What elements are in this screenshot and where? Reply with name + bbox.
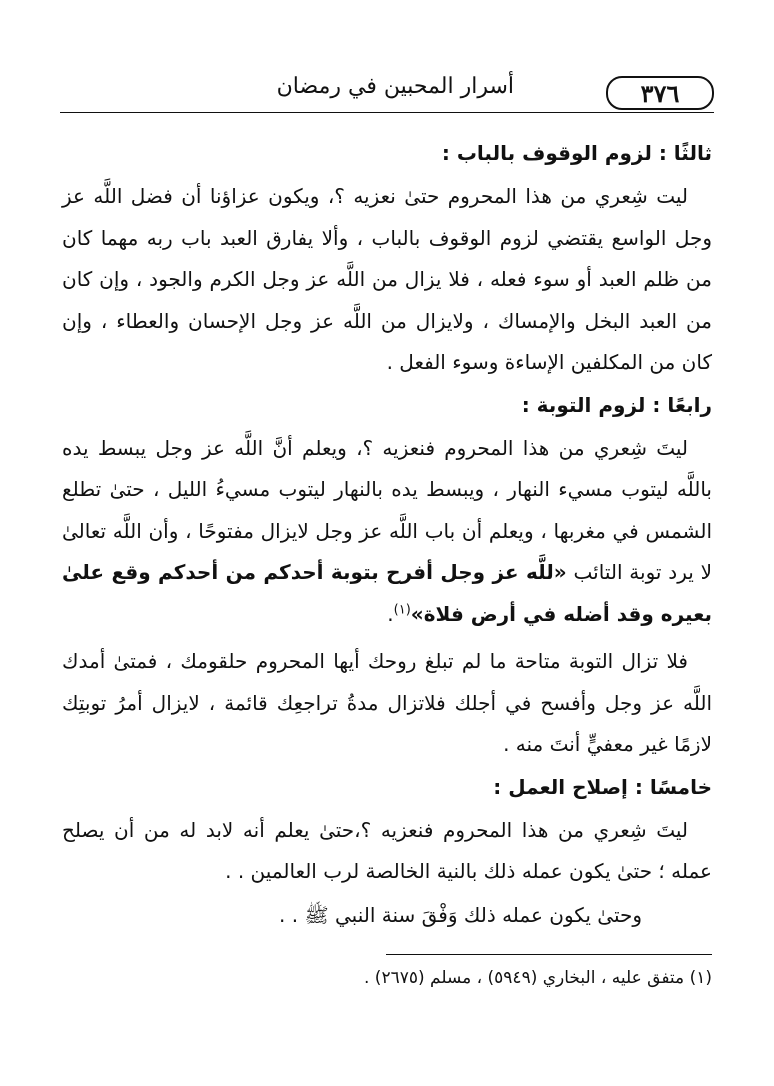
hadith-quote: «للَّه عز وجل أفرح بتوبة أحدكم من أحدكم وقع علىٰ بعيره وقد أضله في أرض فلاة» bbox=[62, 560, 712, 626]
section-heading-fifth: خامسًا : إصلاح العمل : bbox=[493, 774, 712, 799]
section-heading-fourth: رابعًا : لزوم التوبة : bbox=[521, 392, 712, 417]
paragraph-text: ليتَ شِعري من هذا المحروم فنعزيه ؟، ويعلم أنَّ اللَّه عز وجل يبسط يده باللَّه ليتوب مسيء النهار ، ويبسط يده بالنهار ليتوب مسيءُ الليل ، حتىٰ تطلع الشمس في مغربها ، ويعلم أن باب اللَّه عز وجل لايزال مفتوحًا ، وأن اللَّه تعالىٰ لا يرد توبة التائب bbox=[62, 435, 712, 584]
paragraph: فلا تزال التوبة متاحة ما لم تبلغ روحك أيها المحروم حلقومك ، فمتىٰ أمدك اللَّه عز وجل وأفسح في أجلك فلاتزال مدةُ تراجعِك قائمة ، لايزال أمرُ توبتِك لازمًا غير معفيٍّ أنتَ منه . bbox=[62, 649, 712, 756]
book-title: أسرار المحبين في رمضان bbox=[276, 74, 514, 99]
paragraph-hadith bbox=[62, 428, 712, 636]
page-content bbox=[62, 138, 712, 942]
paragraph: ليتَ شِعري من هذا المحروم فنعزيه ؟،حتىٰ يعلم أنه لابد له من أن يصلح عمله ؛ حتىٰ يكون عمله ذلك بالنية الخالصة لرب العالمين . . bbox=[62, 817, 712, 883]
footnote: (١) متفق عليه ، البخاري (٥٩٤٩) ، مسلم (٢٦٧٥) . bbox=[364, 968, 712, 988]
section-heading-third: ثالثًا : لزوم الوقوف بالباب : bbox=[441, 141, 712, 165]
running-header bbox=[60, 68, 714, 112]
paragraph: ليت شِعري من هذا المحروم حتىٰ نعزيه ؟، ويكون عزاؤنا أن فضل اللَّه عز وجل الواسع يقتضي لزوم الوقوف بالباب ، وألا يفارق العبد باب ربه مهما كان من ظلم العبد أو سوء فعله ، فلا يزال من اللَّه عز وجل الكرم والجود ، وإن كان من العبد البخل والإمساك ، ولايزال من اللَّه عز وجل الإحسان والعطاء ، وإن كان من المكلفين الإساءة وسوء الفعل . bbox=[62, 184, 712, 374]
page-number-badge: ٣٧٦ bbox=[606, 76, 714, 110]
paragraph-end: . bbox=[387, 601, 394, 626]
paragraph: وحتىٰ يكون عمله ذلك وَفْقَ سنة النبي ﷺ . . bbox=[279, 902, 642, 927]
footnote-rule bbox=[386, 954, 712, 955]
header-rule bbox=[60, 112, 714, 113]
footnote-marker[interactable]: (١) bbox=[393, 601, 411, 617]
